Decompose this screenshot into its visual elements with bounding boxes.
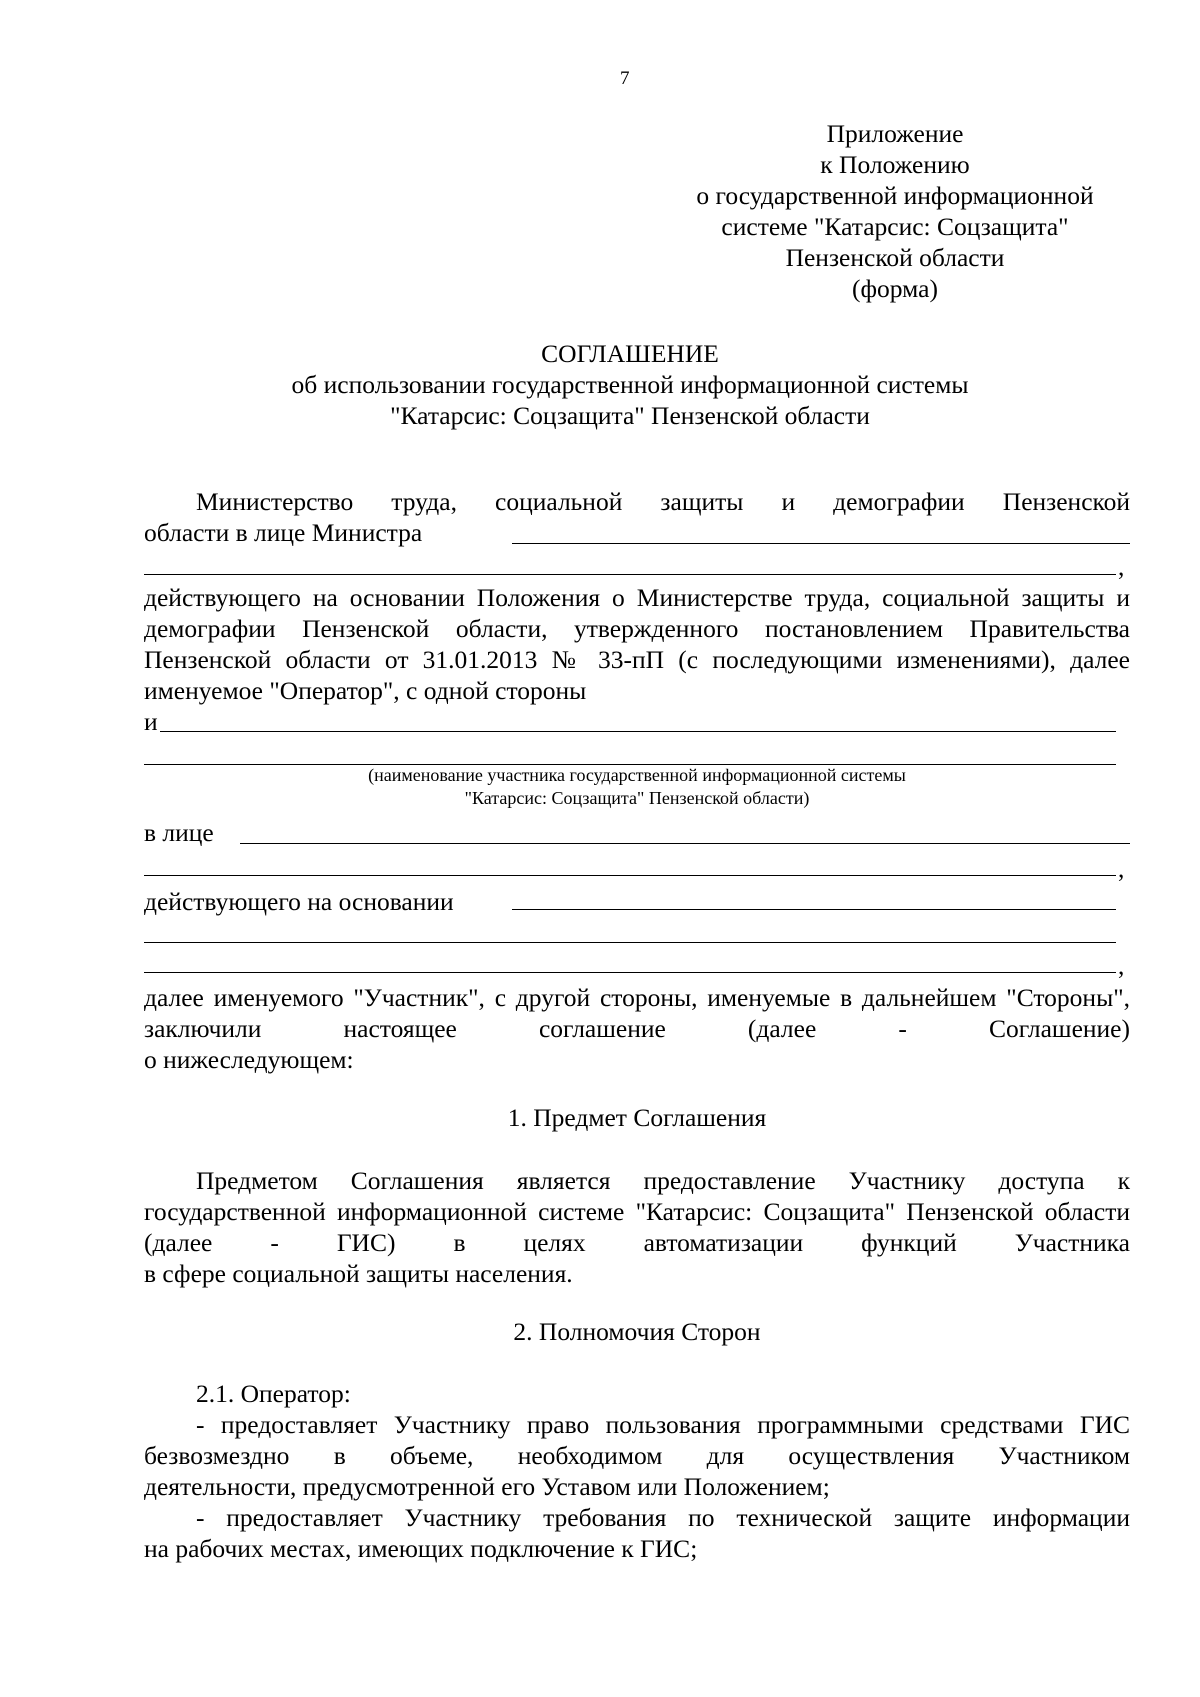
operator-duty-2: - предоставляет Участнику требования по технической защите информации — [196, 1503, 1130, 1532]
minister-name-blank[interactable] — [512, 543, 1130, 544]
participant-name-blank[interactable] — [160, 731, 1116, 732]
operator-duty-1: - предоставляет Участнику право пользования программными средствами ГИС безвозмездно в объеме, необходимом для осуществления Участником — [144, 1410, 1130, 1470]
appendix-line: Пензенской области — [785, 243, 1005, 272]
intro-line: Министерство труда, социальной защиты и демографии Пензенской — [196, 487, 1130, 516]
appendix-form-label: (форма) — [852, 274, 938, 303]
appendix-line: к Положению — [820, 150, 970, 179]
appendix-line: о государственной информационной — [696, 181, 1094, 210]
in-person-label: в лице — [144, 818, 214, 847]
basis-blank-2[interactable] — [144, 942, 1116, 943]
representative-blank[interactable] — [240, 843, 1130, 844]
title-subtitle: об использовании государственной информационной системы — [291, 370, 969, 399]
basis-blank[interactable] — [512, 909, 1116, 910]
section-2-heading: 2. Полномочия Сторон — [513, 1317, 761, 1346]
intro-minister-label: области в лице Министра — [144, 518, 423, 547]
closing-paragraph: далее именуемого "Участник", с другой стороны, именуемые в дальнейшем "Стороны", заключили настоящее соглашение (далее - Соглашение) — [144, 983, 1130, 1043]
title-subtitle: "Катарсис: Соцзащита" Пензенской области — [390, 401, 870, 430]
appendix-line: Приложение — [826, 119, 964, 148]
acting-on-label: действующего на основании — [144, 887, 454, 916]
section-2-1-heading: 2.1. Оператор: — [196, 1379, 351, 1408]
comma: , — [1118, 552, 1125, 581]
section-1-heading: 1. Предмет Соглашения — [507, 1103, 767, 1132]
section-1-last-line: в сфере социальной защиты населения. — [144, 1259, 573, 1288]
comma: , — [1118, 854, 1125, 883]
intro-paragraph: действующего на основании Положения о Министерстве труда, социальной защиты и демографии Пензенской области, утвержденного постановлением Правительства Пензенской области от 31.01.2013 № 33-пП (с последующими изменениями), далее именуемое "Оператор", с одной стороны — [144, 583, 1130, 705]
comma: , — [1118, 951, 1125, 980]
caption-line: "Катарсис: Соцзащита" Пензенской области) — [464, 788, 810, 808]
basis-blank-3[interactable] — [144, 972, 1116, 973]
minister-name-blank-2[interactable] — [144, 574, 1116, 575]
operator-duty-1-last: деятельности, предусмотренной его Уставом или Положением; — [144, 1472, 830, 1501]
operator-duty-2-last: на рабочих местах, имеющих подключение к ГИС; — [144, 1534, 698, 1563]
representative-blank-2[interactable] — [144, 875, 1116, 876]
document-title — [200, 338, 1060, 431]
caption-line: (наименование участника государственной информационной системы — [368, 765, 906, 785]
participant-caption — [144, 764, 1130, 810]
section-1-text: Предметом Соглашения является предоставление Участнику доступа к государственной информационной системе "Катарсис: Соцзащита" Пензенской области (далее - ГИС) в целях автоматизации функций Участника — [144, 1166, 1130, 1257]
page-number: 7 — [620, 68, 630, 89]
appendix-line: системе "Катарсис: Соцзащита" — [721, 212, 1069, 241]
and-word: и — [144, 707, 158, 736]
closing-last-line: о нижеследующем: — [144, 1045, 354, 1074]
title-main: СОГЛАШЕНИЕ — [541, 339, 719, 368]
appendix-header — [660, 118, 1130, 304]
